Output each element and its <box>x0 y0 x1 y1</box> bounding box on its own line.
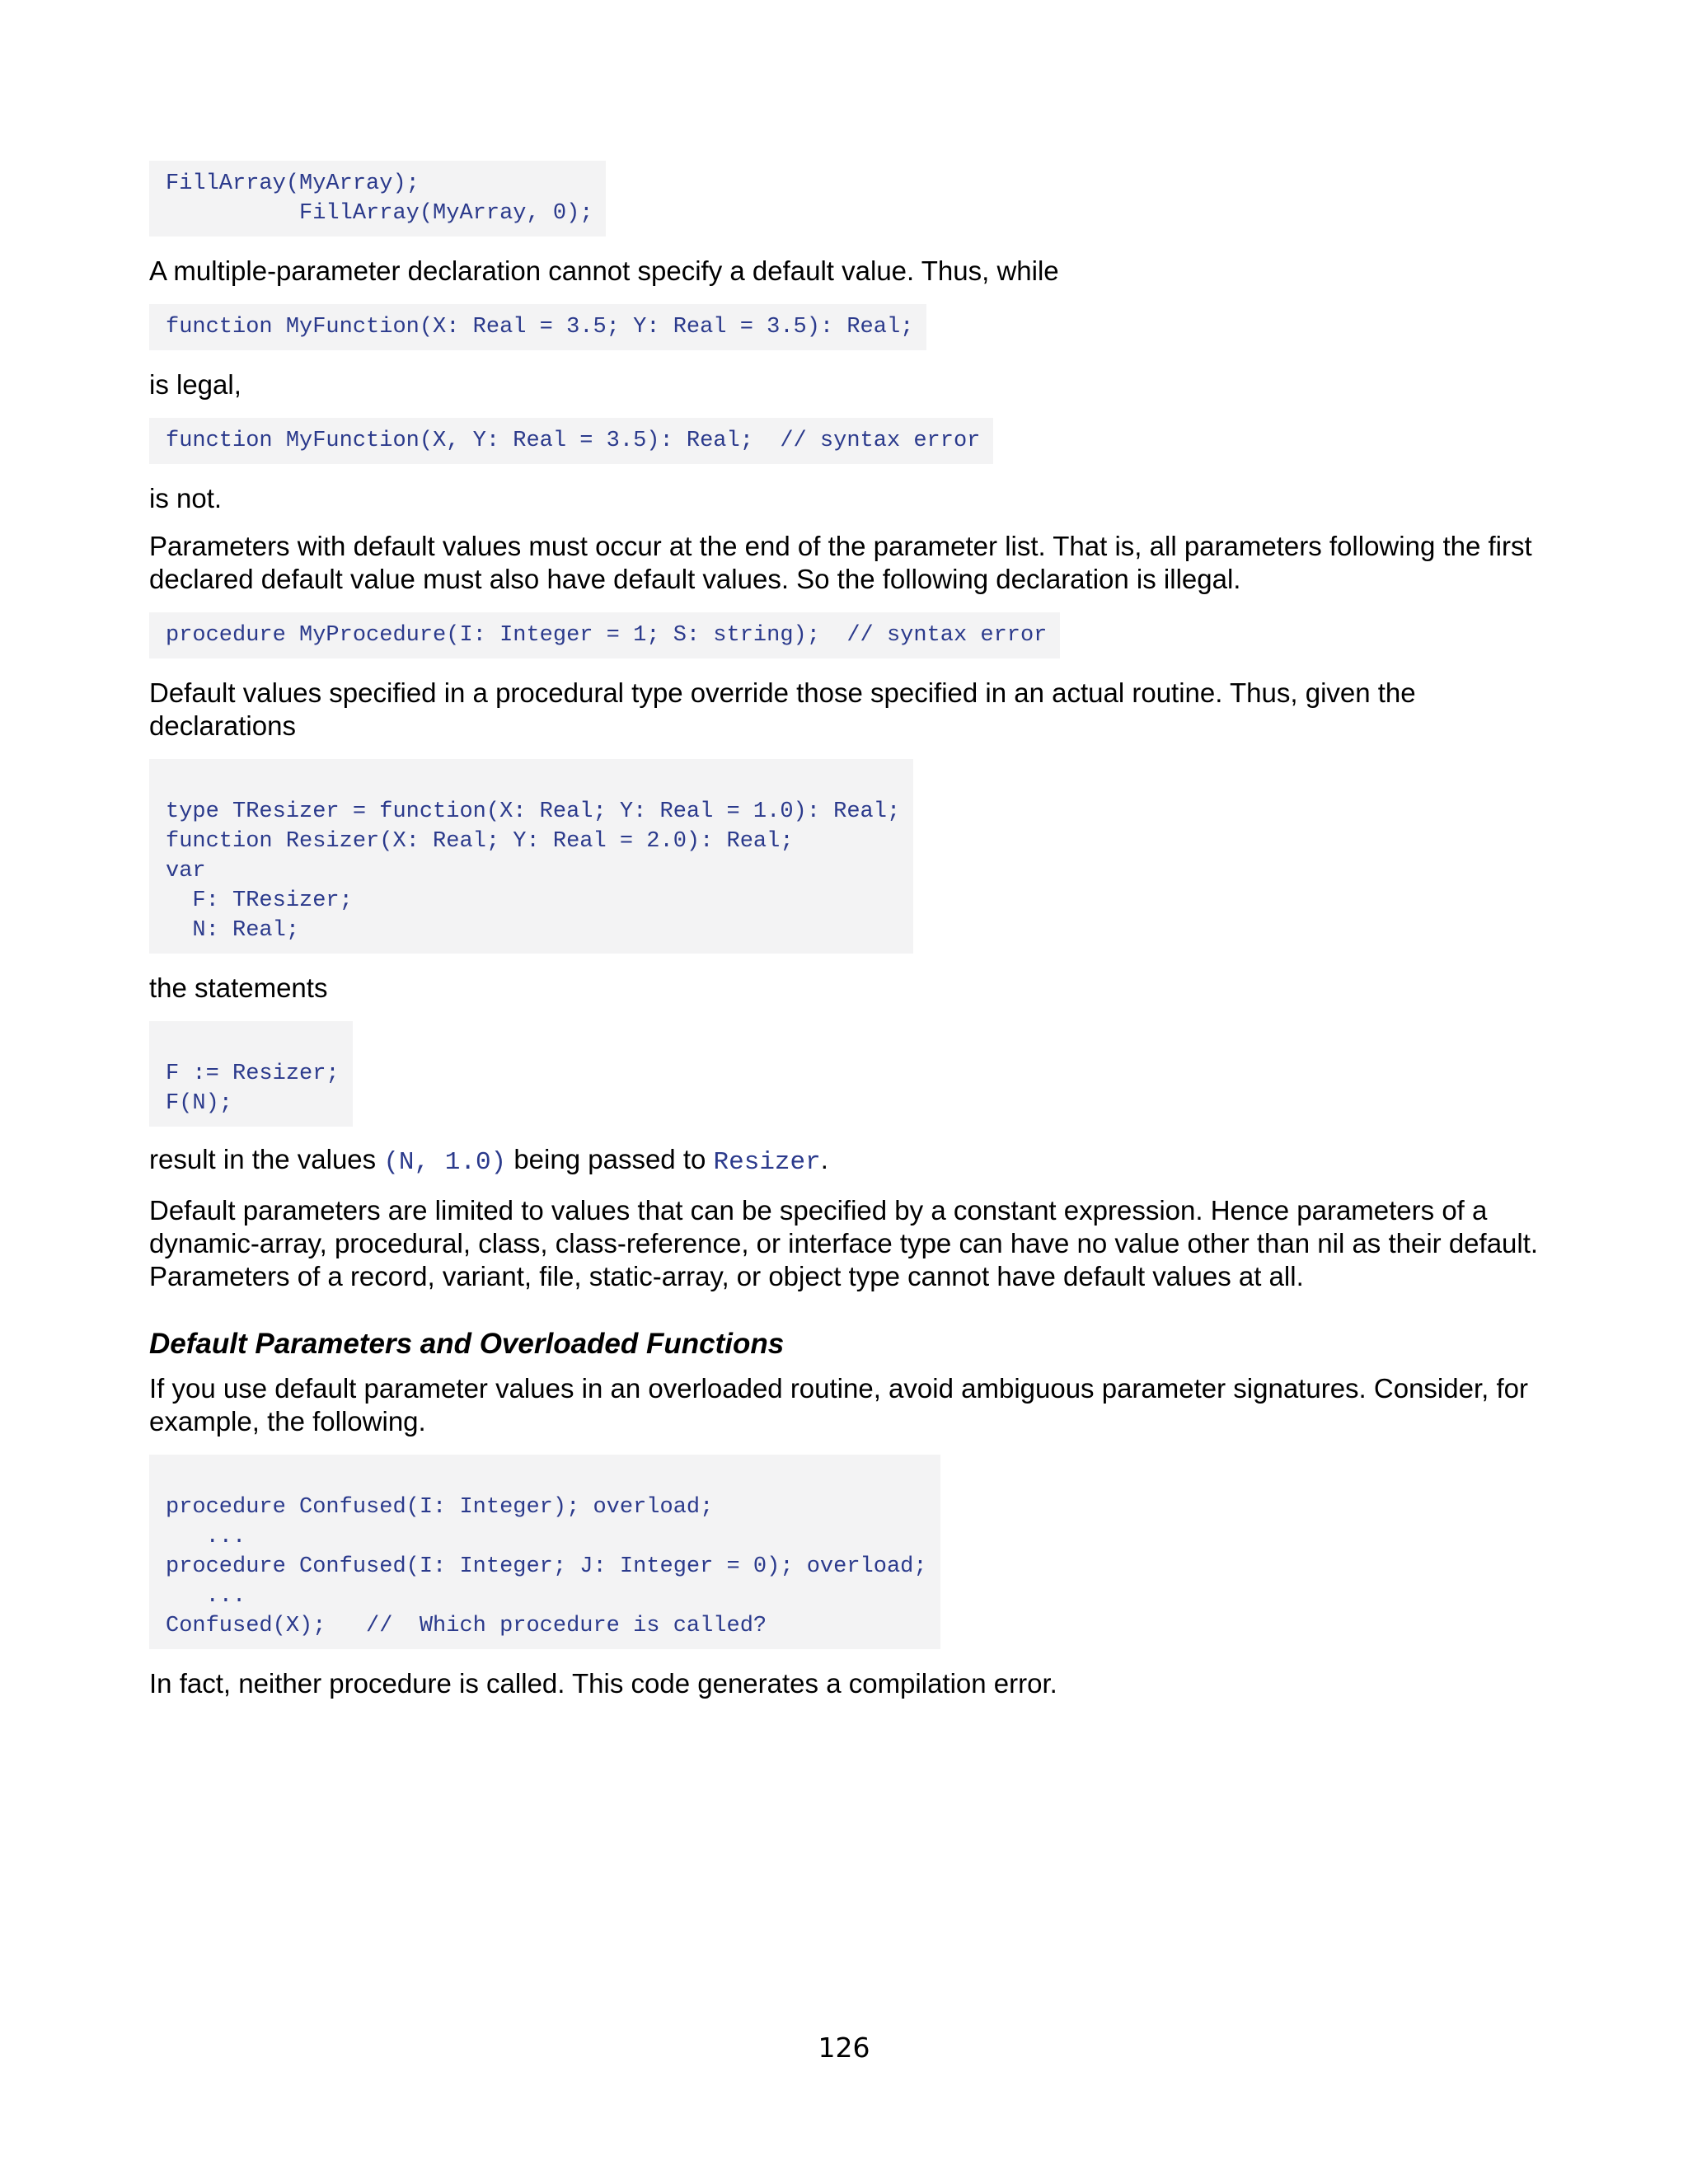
code-block-fillarray: FillArray(MyArray); FillArray(MyArray, 0); <box>149 161 606 237</box>
page-number: 126 <box>818 2032 870 2064</box>
paragraph-the-statements: the statements <box>149 972 328 1003</box>
code-block-legal-function: function MyFunction(X: Real = 3.5; Y: Real = 3.5): Real; <box>149 304 926 350</box>
result-text-after: . <box>820 1144 828 1174</box>
paragraph-procedural-type: Default values specified in a procedural type override those specified in an actual routine. Thus, given the declarations <box>149 677 1416 741</box>
document-page <box>149 161 1550 1700</box>
paragraph-is-not: is not. <box>149 483 223 513</box>
inline-code-values: (N, 1.0) <box>383 1148 507 1177</box>
inline-code-resizer: Resizer <box>713 1148 821 1177</box>
paragraph-multiple-parameter: A multiple-parameter declaration cannot specify a default value. Thus, while <box>149 255 1059 286</box>
code-block-confused: procedure Confused(I: Integer); overload; ... procedure Confused(I: Integer; J: Integer = 0); overload; ... Confused(X); // Which procedure is called? <box>149 1455 940 1649</box>
paragraph-compilation-error: In fact, neither procedure is called. This code generates a compilation error. <box>149 1668 1057 1699</box>
paragraph-result-values <box>149 1143 1550 1179</box>
code-block-illegal-procedure: procedure MyProcedure(I: Integer = 1; S: string); // syntax error <box>149 612 1060 658</box>
paragraph-is-legal: is legal, <box>149 369 241 400</box>
result-text-middle: being passed to <box>506 1144 714 1174</box>
code-block-statements: F := Resizer; F(N); <box>149 1021 353 1127</box>
code-block-syntax-error-function: function MyFunction(X, Y: Real = 3.5): Real; // syntax error <box>149 418 993 464</box>
paragraph-constant-expression: Default parameters are limited to values that can be specified by a constant expression. Hence parameters of a dynamic-array, procedural, class, class-reference, or interface type can have no value other than nil as their default. Parameters of a record, variant, file, static-array, or object type cannot have default values at all. <box>149 1195 1539 1291</box>
paragraph-overloaded: If you use default parameter values in an overloaded routine, avoid ambiguous parameter signatures. Consider, for example, the following. <box>149 1373 1528 1436</box>
paragraph-default-order: Parameters with default values must occur at the end of the parameter list. That is, all parameters following the first declared default value must also have default values. So the following declaration is illegal. <box>149 531 1532 594</box>
result-text-before: result in the values <box>149 1144 384 1174</box>
section-heading: Default Parameters and Overloaded Functions <box>149 1328 785 1360</box>
code-block-tresizer: type TResizer = function(X: Real; Y: Real = 1.0): Real; function Resizer(X: Real; Y: Real = 2.0): Real; var F: TResizer; N: Real; <box>149 759 913 954</box>
